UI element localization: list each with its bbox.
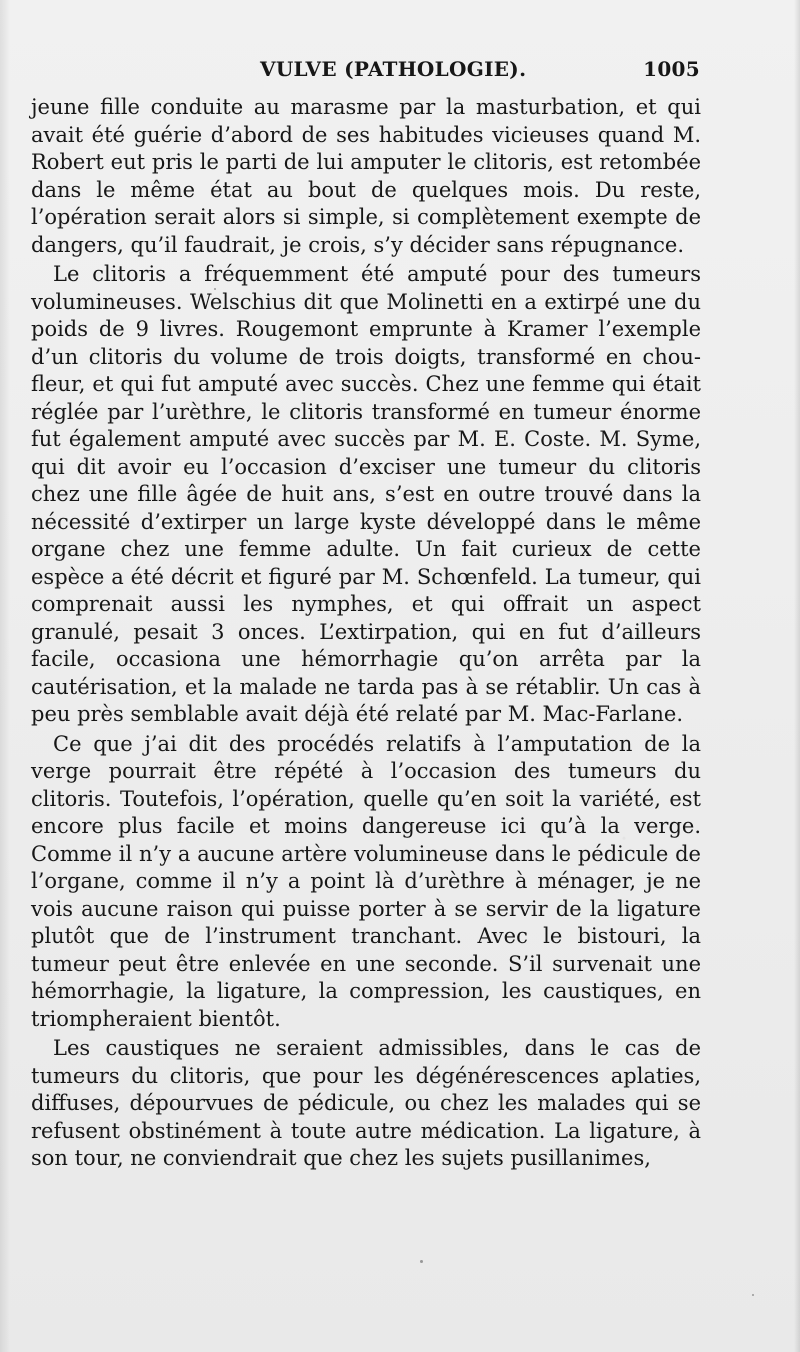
- paper-speck: [214, 288, 216, 290]
- running-title: VULVE (PATHOLOGIE).: [260, 57, 527, 81]
- page-number: 1005: [643, 57, 700, 81]
- paper-speck: [420, 1260, 423, 1263]
- paper-speck: [752, 1294, 754, 1296]
- paragraph-continuation: jeune fille conduite au marasme par la masturbation, et qui avait été guérie d’abord de ses habitudes vicieuses quand M. Robert eut pris le parti de lui amputer le clitoris, est retombée dans le même état au bout de quelques mois. Du reste, l’opération serait alors si simple, si complètement exempte de dangers, qu’il faudrait, je crois, s’y décider sans répugnance.: [31, 95, 701, 257]
- running-header: [260, 57, 700, 85]
- paragraph-procedures: Ce que j’ai dit des procédés relatifs à l’amputation de la verge pourrait être répété à l’occasion des tumeurs du clitoris. Toutefois, l’opération, quelle qu’en soit la variété, est encore plus facile et moins dangereuse ici qu’à la verge. Comme il n’y a aucune artère volumineuse dans le pédicule de l’organe, comme il n’y a point là d’urèthre à ménager, je ne vois aucune raison qui puisse porter à se servir de la ligature plutôt que de l’instrument tranchant. Avec le bistouri, la tumeur peut être enlevée en une seconde. S’il survenait une hémorrhagie, la ligature, la compression, les caustiques, en triompheraient bientôt.: [31, 731, 701, 1031]
- paragraph-tumors: Le clitoris a fréquemment été amputé pour des tumeurs volumineuses. Welschius dit que Molinetti en a extirpé une du poids de 9 livres. Rougemont emprunte à Kramer l’exemple d’un clitoris du volume de trois doigts, transformé en chou-fleur, et qui fut amputé avec succès. Chez une femme qui était réglée par l’urèthre, le clitoris transformé en tumeur énorme fut également amputé avec succès par M. E. Coste. M. Syme, qui dit avoir eu l’occasion d’exciser une tumeur du clitoris chez une fille âgée de huit ans, s’est en outre trouvé dans la nécessité d’extirper un large kyste développé dans le même organe chez une femme adulte. Un fait curieux de cette espèce a été décrit et figuré par M. Schœnfeld. La tumeur, qui comprenait aussi les nymphes, et qui offrait un aspect granulé, pesait 3 onces. L’extirpation, qui en fut d’ailleurs facile, occasiona une hémorrhagie qu’on arrêta par la cautérisation, et la malade ne tarda pas à se rétablir. Un cas à peu près semblable avait déjà été relaté par M. Mac-Farlane.: [31, 262, 701, 726]
- paragraph-caustics: Les caustiques ne seraient admissibles, dans le cas de tumeurs du clitoris, que pour les dégénérescences aplaties, diffuses, dépourvues de pédicule, ou chez les malades qui se refusent obstinément à toute autre médication. La ligature, à son tour, ne conviendrait que chez les sujets pusillanimes,: [31, 1036, 701, 1170]
- body-text: [31, 94, 701, 1175]
